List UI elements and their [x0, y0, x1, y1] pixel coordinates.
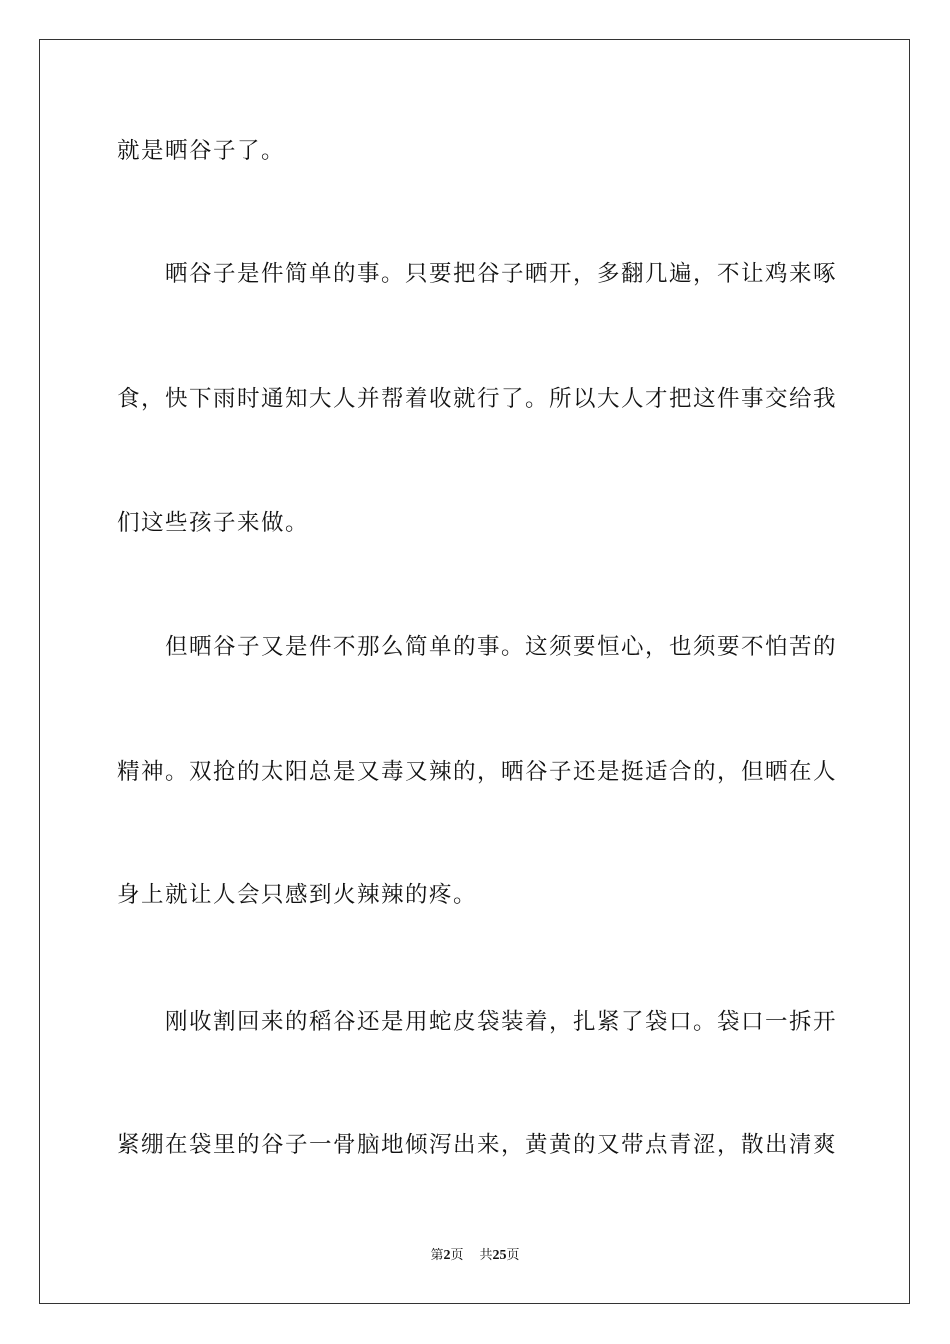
- page-border: [39, 39, 910, 1304]
- total-pages-prefix: 共: [479, 1248, 493, 1263]
- text-line-7: 身上就让人会只感到火辣辣的疼。: [117, 882, 478, 908]
- text-line-3: 食，快下雨时通知大人并帮着收就行了。所以大人才把这件事交给我: [117, 386, 838, 412]
- text-line-1: 就是晒谷子了。: [117, 138, 286, 164]
- page-number-prefix: 第: [430, 1248, 444, 1263]
- total-pages-number: 25: [492, 1248, 507, 1263]
- text-line-2: 晒谷子是件简单的事。只要把谷子晒开，多翻几遍，不让鸡来啄: [165, 261, 838, 287]
- text-line-5: 但晒谷子又是件不那么简单的事。这须要恒心，也须要不怕苦的: [165, 634, 838, 660]
- text-line-6: 精神。双抢的太阳总是又毒又辣的，晒谷子还是挺适合的，但晒在人: [117, 759, 838, 785]
- text-line-9: 紧绷在袋里的谷子一骨脑地倾泻出来，黄黄的又带点青涩，散出清爽: [117, 1132, 838, 1158]
- total-pages-suffix: 页: [506, 1248, 520, 1263]
- text-line-8: 刚收割回来的稻谷还是用蛇皮袋装着，扎紧了袋口。袋口一拆开: [165, 1009, 838, 1035]
- page-footer: [0, 1247, 950, 1265]
- page-number-suffix: 页: [450, 1248, 464, 1263]
- text-line-4: 们这些孩子来做。: [117, 510, 310, 536]
- current-page-number: 2: [443, 1248, 451, 1263]
